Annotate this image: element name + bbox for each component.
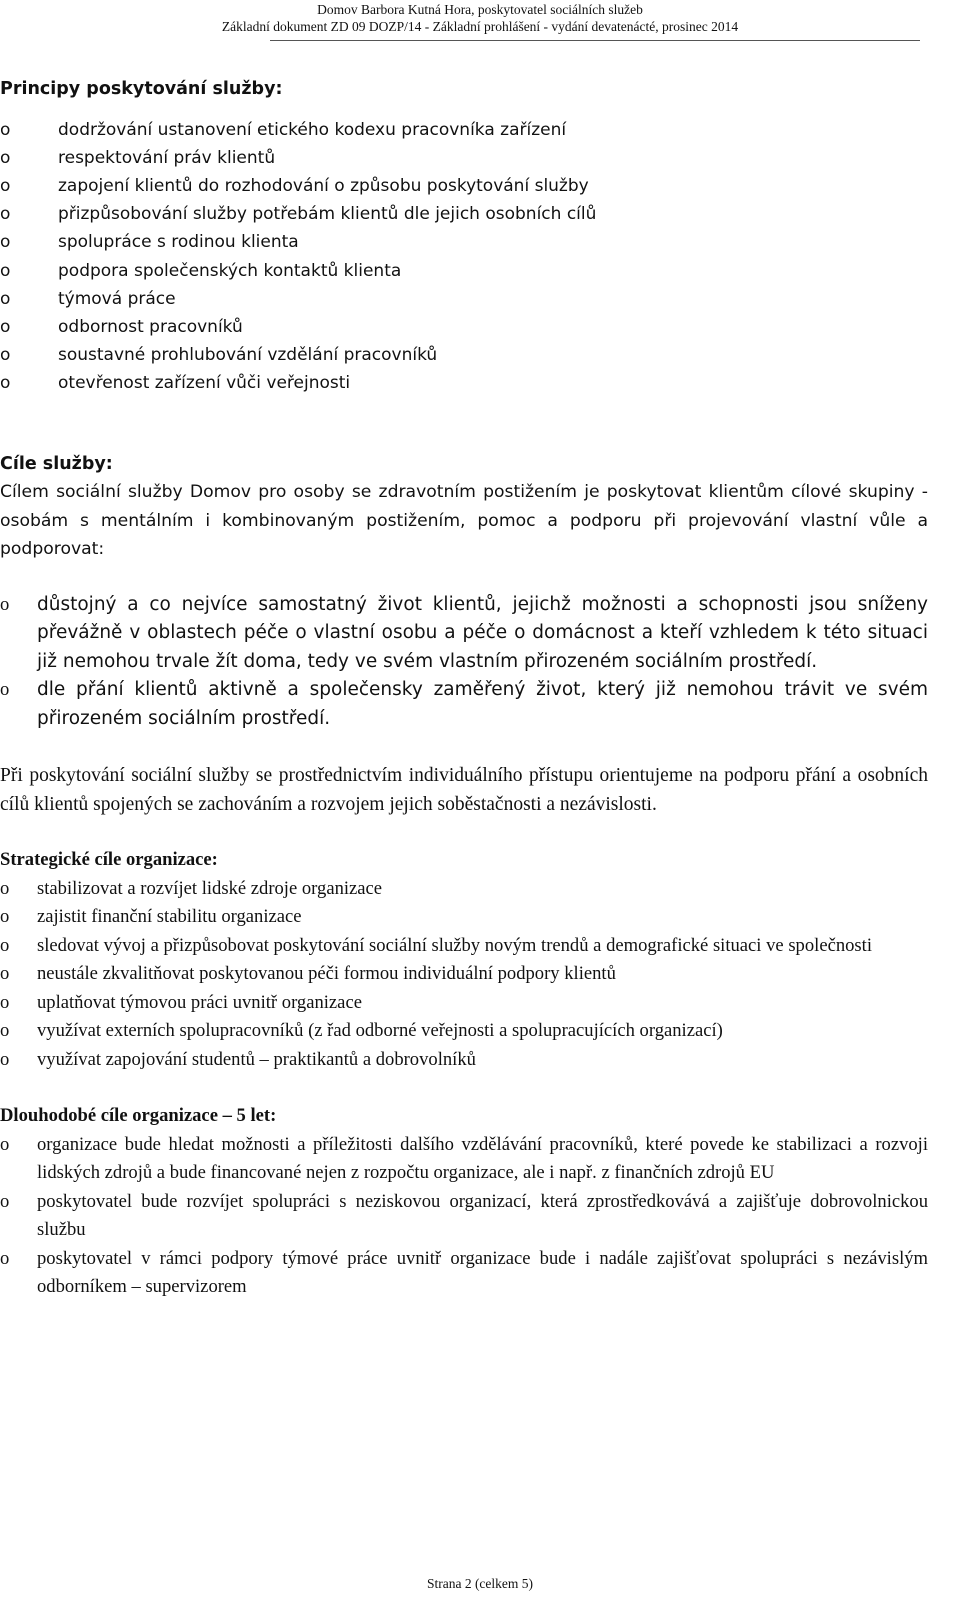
list-item: [0, 144, 928, 172]
list-item-text: poskytovatel v rámci podpory týmové práce uvnitř organizace bude i nadále zajišťovat spolupráci s nezávislým odborníkem – supervizorem: [37, 1247, 928, 1298]
goals-intro: Cílem sociální služby Domov pro osoby se zdravotním postižením je poskytovat klientům cílové skupiny - osobám s mentálním i kombinovaným postižením, pomoc a podporu při projevování vlastní vůle a podporovat:: [0, 482, 928, 560]
page-header: [0, 0, 960, 35]
list-item-text: dle přání klientů aktivně a společensky zaměřený život, který již nemohou trávit ve svém přirozeném sociálním prostředí.: [37, 679, 928, 729]
goals-list: [0, 591, 928, 734]
bullet-marker: o: [0, 232, 11, 253]
bullet-marker: o: [0, 991, 10, 1013]
list-item: [0, 875, 928, 904]
bullet-marker: o: [0, 260, 11, 281]
list-item-text: podpora společenských kontaktů klienta: [58, 260, 402, 281]
bullet-marker: o: [0, 593, 10, 615]
list-item-text: poskytovatel bude rozvíjet spolupráci s neziskovou organizací, která zprostředkovává a zajišťuje dobrovolnickou službu: [37, 1190, 928, 1241]
bullet-marker: o: [0, 934, 10, 956]
list-item: [0, 1131, 928, 1188]
list-item: [0, 1188, 928, 1245]
list-item: [0, 369, 928, 397]
list-item-text: soustavné prohlubování vzdělání pracovníků: [58, 345, 438, 366]
bullet-marker: o: [0, 1048, 10, 1070]
list-item-text: stabilizovat a rozvíjet lidské zdroje organizace: [37, 877, 383, 899]
bullet-marker: o: [0, 1247, 10, 1269]
list-item: [0, 591, 928, 677]
list-item-text: dodržování ustanovení etického kodexu pracovníka zařízení: [58, 119, 567, 140]
list-item: [0, 1017, 928, 1046]
header-line-2: Základní dokument ZD 09 DOZP/14 - Základní prohlášení - vydání devatenácté, prosinec 2014: [221, 19, 739, 34]
longterm-list: [0, 1131, 928, 1302]
list-item-text: zajistit finanční stabilitu organizace: [37, 906, 302, 928]
list-item-text: otevřenost zařízení vůči veřejnosti: [58, 373, 351, 394]
list-item: [0, 1046, 928, 1075]
bullet-marker: o: [0, 175, 11, 196]
list-item-text: uplatňovat týmovou práci uvnitř organizace: [37, 991, 362, 1013]
strategic-list: [0, 875, 928, 1075]
bullet-marker: o: [0, 1020, 10, 1042]
list-item-text: důstojný a co nejvíce samostatný život klientů, jejichž možnosti a schopnosti jsou sníženy převážně v oblastech péče o vlastní osobu a péče o domácnost a kteří vzhledem k této situaci již nemohou trvale žít doma, tedy ve svém vlastním přirozeném sociálním prostředí.: [37, 593, 928, 672]
page-footer: Strana 2 (celkem 5): [426, 1576, 534, 1591]
list-item-text: přizpůsobování služby potřebám klientů dle jejich osobních cílů: [58, 204, 597, 225]
goals-heading: Cíle služby:: [0, 453, 113, 474]
document-body: [0, 75, 928, 1302]
list-item-text: respektování práv klientů: [58, 147, 276, 168]
list-item-text: spolupráce s rodinou klienta: [58, 232, 299, 253]
list-item-text: využívat zapojování studentů – praktikantů a dobrovolníků: [37, 1048, 476, 1070]
bullet-marker: o: [0, 204, 11, 225]
bullet-marker: o: [0, 316, 11, 337]
bullet-marker: o: [0, 679, 10, 701]
list-item: [0, 932, 928, 961]
list-item-text: sledovat vývoj a přizpůsobovat poskytování sociální služby novým trendů a demografické situaci ve společnosti: [37, 934, 872, 956]
list-item: [0, 1245, 928, 1302]
longterm-heading: Dlouhodobé cíle organizace – 5 let:: [0, 1105, 277, 1127]
bullet-marker: o: [0, 288, 11, 309]
list-item: [0, 285, 928, 313]
bullet-marker: o: [0, 373, 11, 394]
list-item: [0, 960, 928, 989]
list-item-text: neustále zkvalitňovat poskytovanou péči formou individuální podpory klientů: [37, 963, 616, 985]
list-item-text: využívat externích spolupracovníků (z řad odborné veřejnosti a spolupracujících organizací): [37, 1020, 723, 1042]
list-item: [0, 200, 928, 228]
list-item-text: organizace bude hledat možnosti a příležitosti dalšího vzdělávání pracovníků, které povede ke stabilizaci a rozvoji lidských zdrojů a bude financované nejen z rozpočtu organizace, ale i např. z finančních zdrojů EU: [37, 1133, 928, 1184]
list-item: [0, 228, 928, 256]
bullet-marker: o: [0, 1133, 10, 1155]
header-rule: [270, 40, 920, 41]
strategic-heading: Strategické cíle organizace:: [0, 849, 218, 871]
list-item: [0, 989, 928, 1018]
bullet-marker: o: [0, 345, 11, 366]
bullet-marker: o: [0, 119, 11, 140]
list-item: [0, 313, 928, 341]
bullet-marker: o: [0, 963, 10, 985]
list-item-text: týmová práce: [58, 288, 176, 309]
bullet-marker: o: [0, 906, 10, 928]
header-line-1: Domov Barbora Kutná Hora, poskytovatel sociálních služeb: [317, 2, 643, 17]
goals-paragraph: Při poskytování sociální služby se prostřednictvím individuálního přístupu orientujeme na podporu přání a osobních cílů klientů spojených se zachováním a rozvojem jejich soběstačnosti a nezávislosti.: [0, 765, 928, 815]
list-item: [0, 257, 928, 285]
list-item: [0, 116, 928, 144]
principles-list: [0, 116, 928, 398]
principles-heading: Principy poskytování služby:: [0, 79, 283, 99]
list-item: [0, 903, 928, 932]
list-item-text: zapojení klientů do rozhodování o způsobu poskytování služby: [58, 175, 589, 196]
bullet-marker: o: [0, 877, 10, 899]
list-item: [0, 676, 928, 733]
bullet-marker: o: [0, 147, 11, 168]
list-item-text: odbornost pracovníků: [58, 316, 243, 337]
list-item: [0, 172, 928, 200]
bullet-marker: o: [0, 1190, 10, 1212]
list-item: [0, 341, 928, 369]
